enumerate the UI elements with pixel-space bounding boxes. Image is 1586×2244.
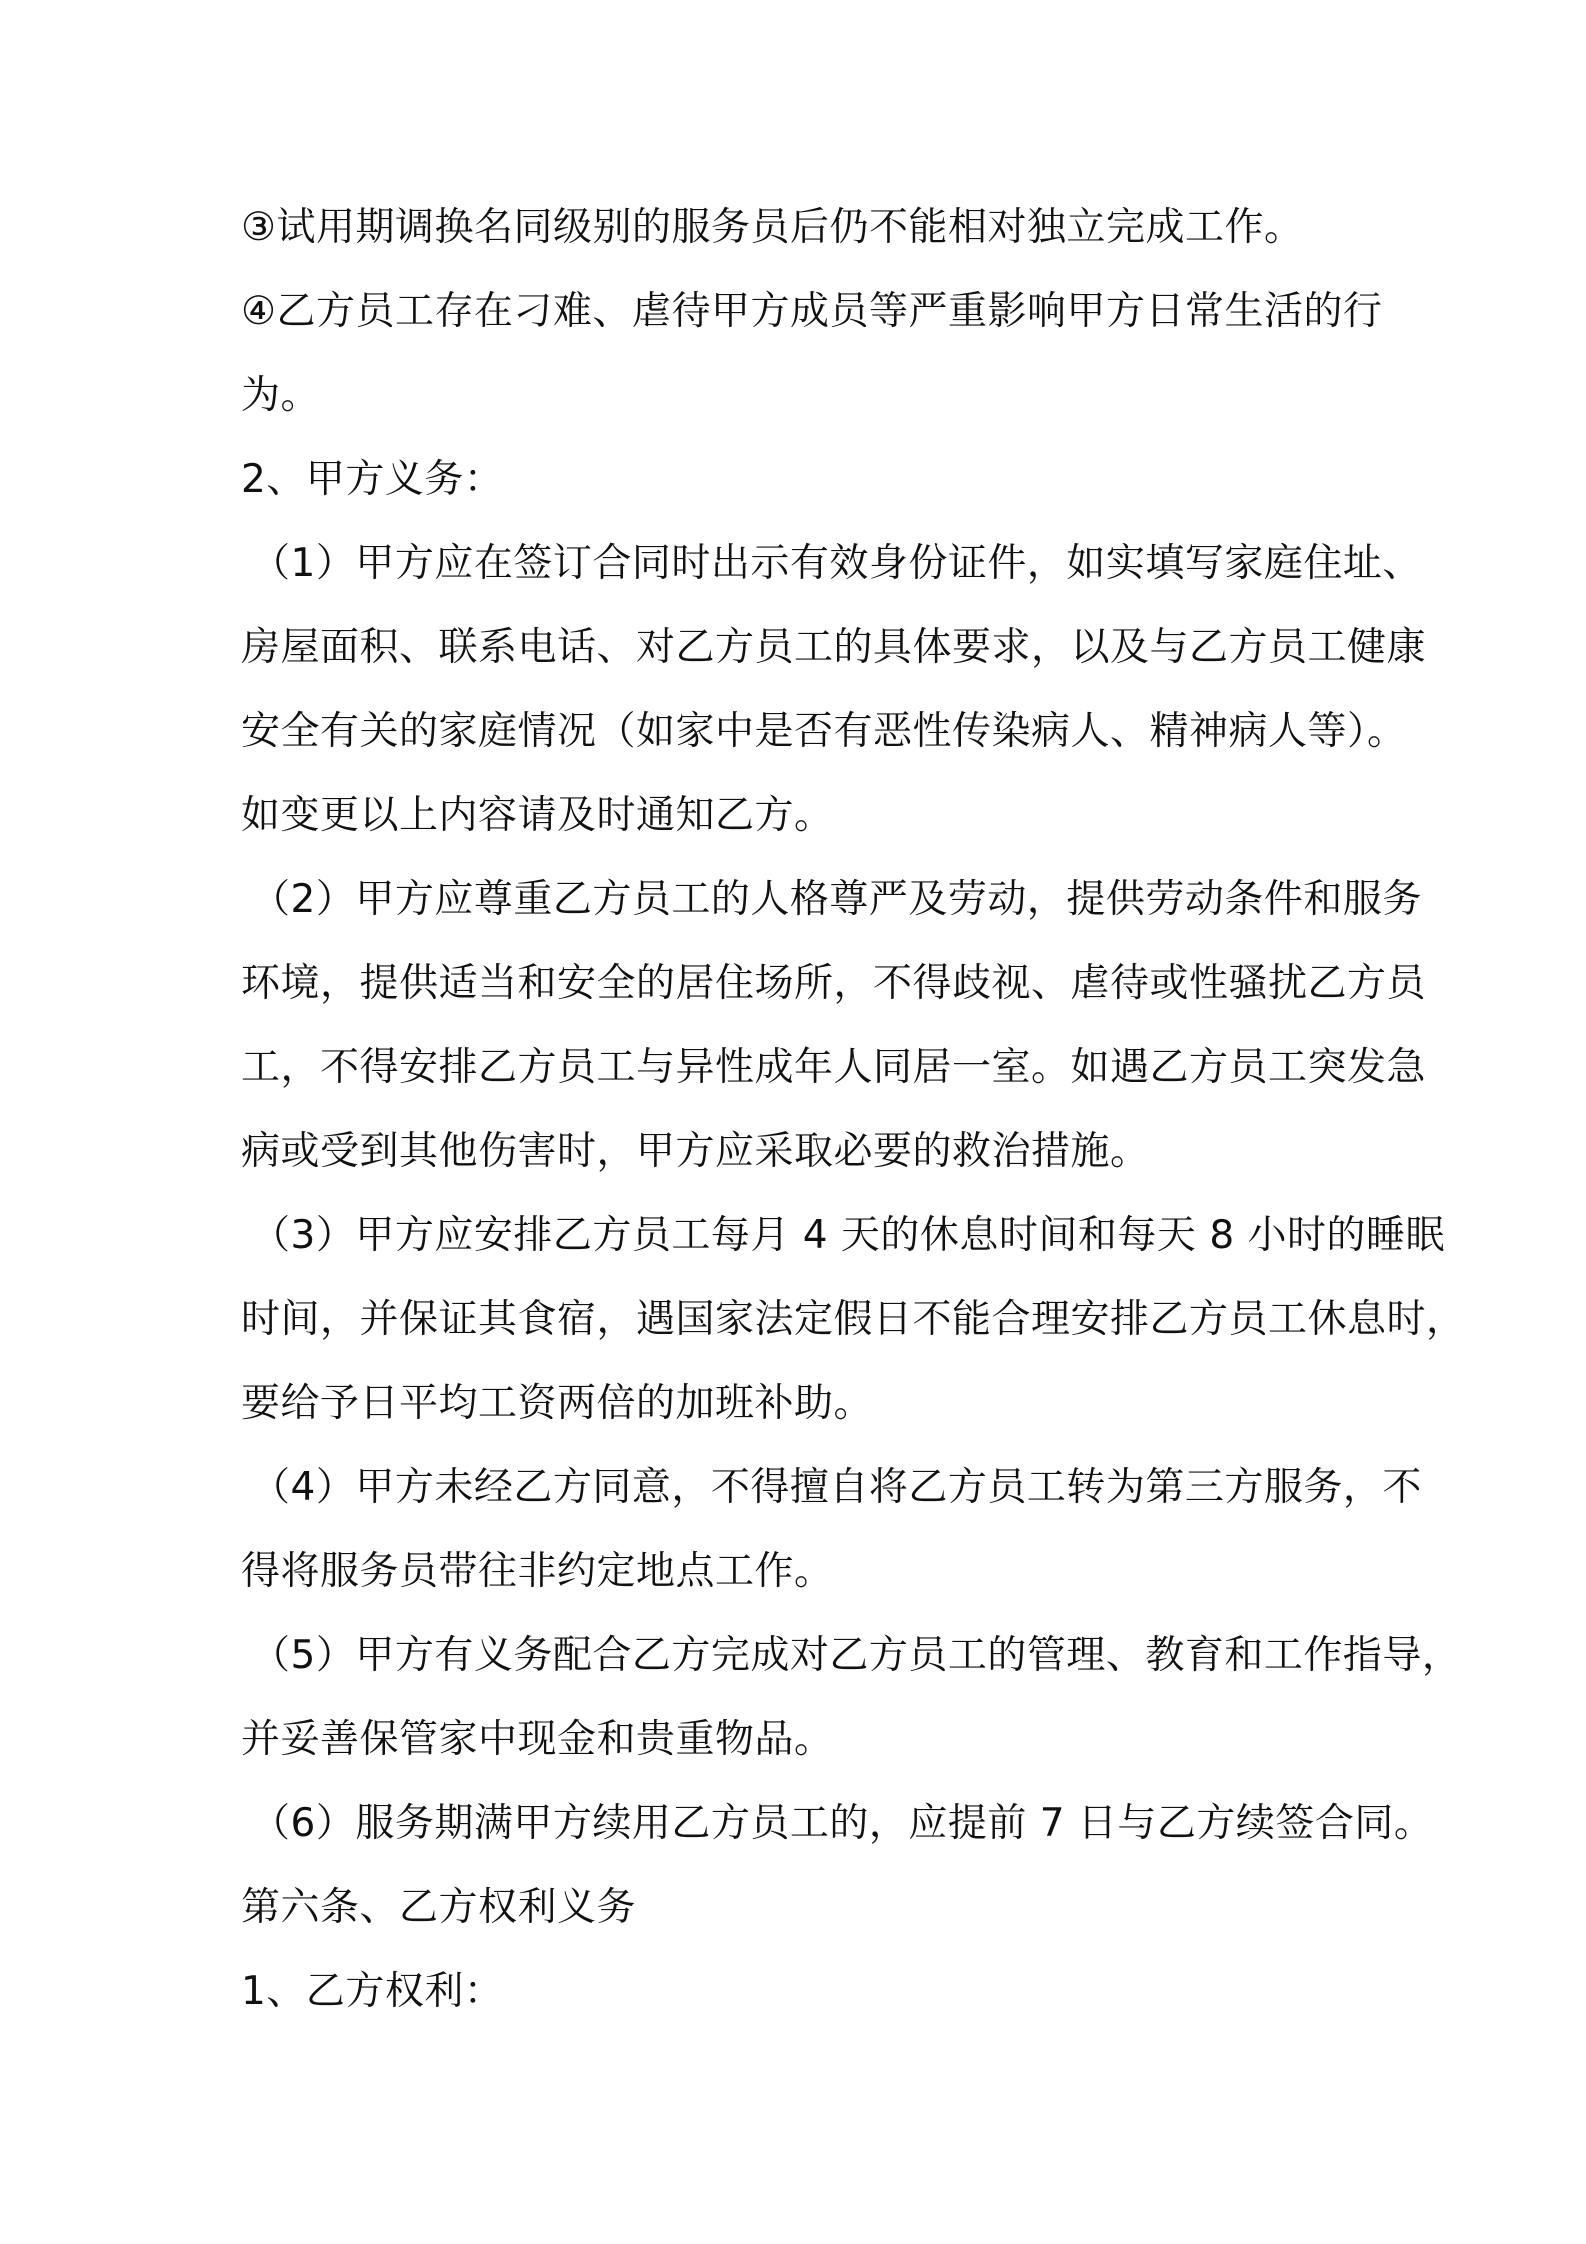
text-line: 并妥善保管家中现金和贵重物品。: [241, 1717, 834, 1762]
text-line: （5）甲方有义务配合乙方完成对乙方员工的管理、教育和工作指导，: [251, 1633, 1462, 1678]
text-line: 房屋面积、联系电话、对乙方员工的具体要求，以及与乙方员工健康: [241, 625, 1427, 670]
text-line: 病或受到其他伤害时，甲方应采取必要的救治措施。: [241, 1129, 1150, 1174]
article-heading: 第六条、乙方权利义务: [241, 1885, 637, 1930]
text-line: 要给予日平均工资两倍的加班补助。: [241, 1381, 874, 1426]
text-line: （6）服务期满甲方续用乙方员工的，应提前 7 日与乙方续签合同。: [251, 1801, 1434, 1846]
text-line: 如变更以上内容请及时通知乙方。: [241, 793, 834, 838]
section-heading: 1、乙方权利：: [241, 1969, 504, 2014]
text-line: （4）甲方未经乙方同意，不得擅自将乙方员工转为第三方服务，不: [251, 1465, 1422, 1510]
text-line: 得将服务员带往非约定地点工作。: [241, 1549, 834, 1594]
text-line: （1）甲方应在签订合同时出示有效身份证件，如实填写家庭住址、: [251, 541, 1422, 586]
text-line: ④乙方员工存在刁难、虐待甲方成员等严重影响甲方日常生活的行: [241, 289, 1383, 334]
text-line: 工，不得安排乙方员工与异性成年人同居一室。如遇乙方员工突发急: [241, 1045, 1427, 1090]
text-line: （2）甲方应尊重乙方员工的人格尊严及劳动，提供劳动条件和服务: [251, 877, 1422, 922]
text-line: ③试用期调换名同级别的服务员后仍不能相对独立完成工作。: [241, 205, 1304, 250]
text-line: （3）甲方应安排乙方员工每月 4 天的休息时间和每天 8 小时的睡眠: [251, 1213, 1446, 1258]
text-line: 环境，提供适当和安全的居住场所，不得歧视、虐待或性骚扰乙方员: [241, 961, 1427, 1006]
text-line: 时间，并保证其食宿，遇国家法定假日不能合理安排乙方员工休息时，: [241, 1297, 1466, 1342]
section-heading: 2、甲方义务：: [241, 457, 504, 502]
text-line: 为。: [241, 373, 321, 418]
text-line: 安全有关的家庭情况（如家中是否有恶性传染病人、精神病人等）。: [241, 709, 1407, 754]
